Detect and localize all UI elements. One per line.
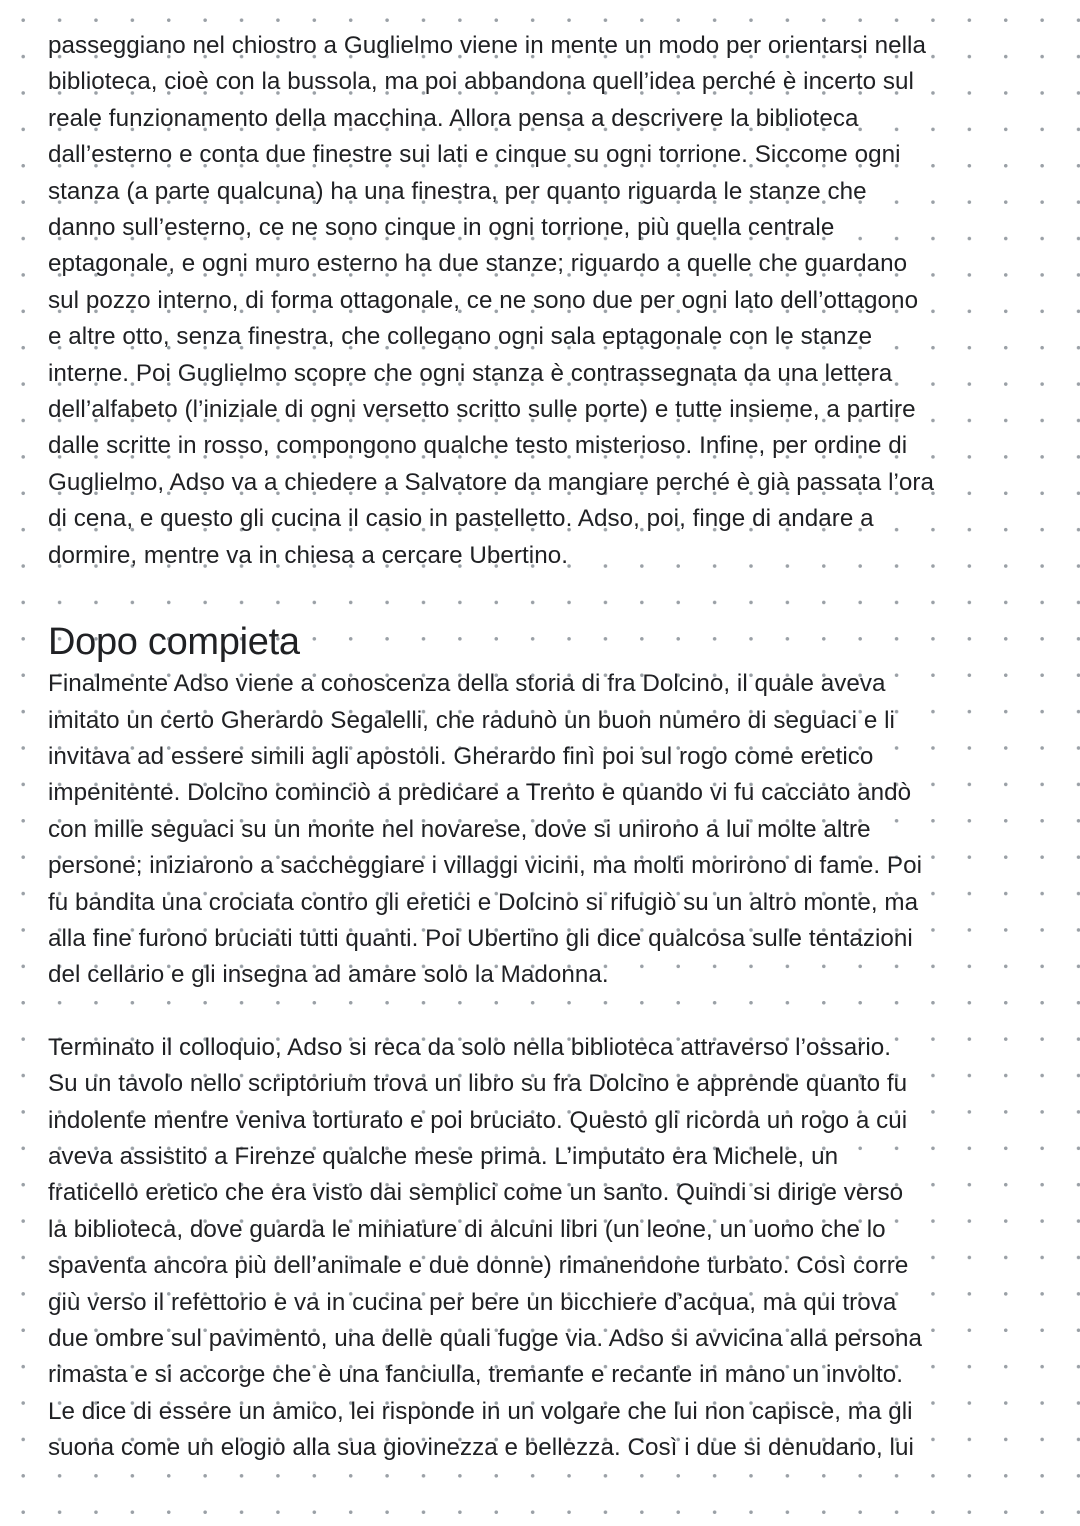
paragraph-dolcino: Finalmente Adso viene a conoscenza della storia di fra Dolcino, il quale aveva imitato un certo Gherardo Segalelli, che radunò un buon numero di seguaci e li invitava ad essere simili agli apostoli. Gherardo finì poi sul rogo come eretico impenitente. Dolcino cominciò a predicare a Trento e quando vi fu cacciato andò con mille seguaci su un monte nel novarese, dove si unirono a lui molte altre persone; iniziarono a saccheggiare i villaggi vicini, ma molti morirono di fame. Poi fu bandita una crociata contro gli eretici e Dolcino si rifugiò su un altro monte, ma alla fine furono bruciati tutti quanti. Poi Ubertino gli dice qualcosa sulle tentazioni del cellario e gli insegna ad amare solo la Madonna. [48, 670, 923, 989]
paragraph-spacer [48, 994, 1038, 1030]
paragraph-biblioteca: Terminato il colloquio, Adso si reca da solo nella biblioteca attraverso l’ossario. Su un tavolo nello scriptorium trova un libro su fra Dolcino e apprende quanto fu indolente mentre veniva torturato e poi bruciato. Questo gli ricorda un rogo a cui aveva assistito a Firenze qualche mese prima. L’imputato era Michele, un fraticello eretico che era visto dai semplici come un santo. Quindi si dirige verso la biblioteca, dove guarda le miniature di alcuni libri (un leone, un uomo che lo spaventa ancora più dell’animale e due donne) rimanendone turbato. Così corre giù verso il refettorio e va in cucina per bere un bicchiere d’acqua, ma qui trova due ombre sul pavimento, una delle quali fugge via. Adso si avvicina alla persona rimasta e si accorge che è una fanciulla, tremante e recante in mano un involto. Le dice di essere un amico, lei risponde in un volgare che lui non capisce, ma gli suona come un elogio alla sua giovinezza e bellezza. Così i due si denudano, lui [48, 1033, 922, 1462]
paragraph-spacer [48, 574, 1038, 610]
section-heading: Dopo compieta [48, 621, 300, 664]
paragraph-continuation: passeggiano nel chiostro a Guglielmo viene in mente un modo per orientarsi nella biblioteca, cioè con la bussola, ma poi abbandona quell’idea perché è incerto sul reale funzionamento della macchina. Allora pensa a descrivere la biblioteca dall’esterno e conta due finestre sui lati e cinque su ogni torrione. Siccome ogni stanza (a parte qualcuna) ha una finestra, per quanto riguarda le stanze che danno sull’esterno, ce ne sono cinque in ogni torrione, più quella centrale eptagonale, e ogni muro esterno ha due stanze; riguardo a quelle che guardano sul pozzo interno, di forma ottagonale, ce ne sono due per ogni lato dell’ottagono e altre otto, senza finestra, che collegano ogni sala eptagonale con le stanze interne. Poi Guglielmo scopre che ogni stanza è contrassegnata da una lettera dell’alfabeto (l’iniziale di ogni versetto scritto sulle porte) e tutte insieme, a partire dalle scritte in rosso, compongono qualche testo misterioso. Infine, per ordine di Guglielmo, Adso va a chiedere a Salvatore da mangiare perché è già passata l’ora di cena, e questo gli cucina il casio in pastelletto. Adso, poi, finge di andare a dormire, mentre va in chiesa a cercare Ubertino. [48, 32, 935, 569]
document-body [48, 28, 1038, 1467]
